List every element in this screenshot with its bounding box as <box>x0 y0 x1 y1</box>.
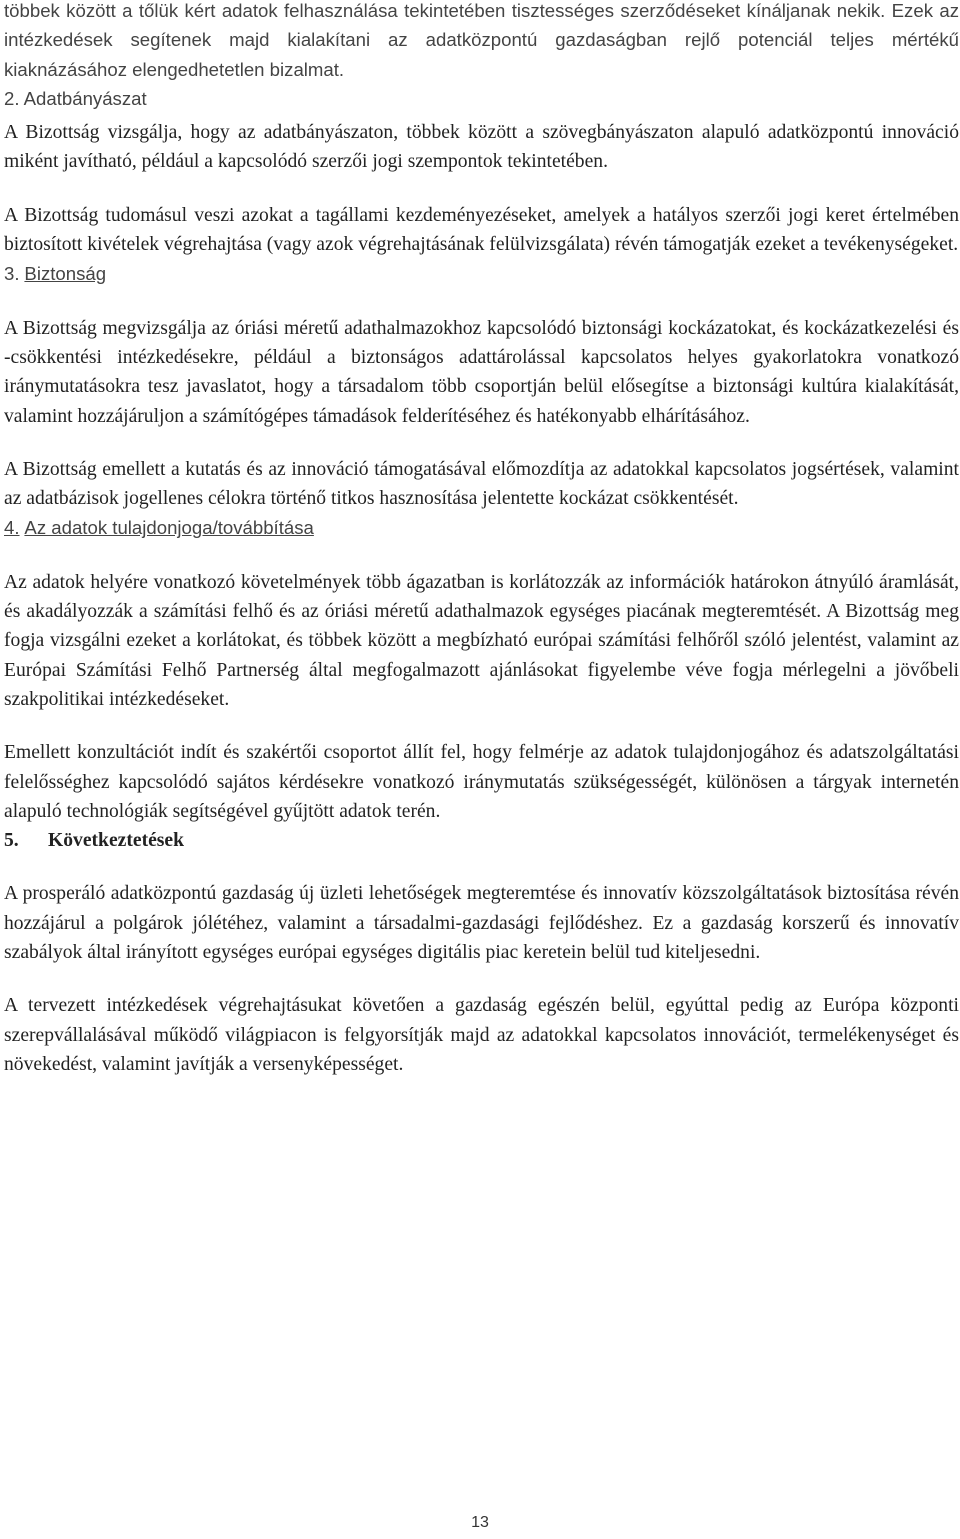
intro-paragraph: többek között a tőlük kért adatok felhasználása tekintetében tisztességes szerződéseket kínáljanak nekik. Ezek az intézkedések segítenek majd kialakítani az adatközpontú gazdaságban rejlő potenciál teljes mértékű kiaknázásához elengedhetetlen bizalmat. <box>4 0 959 80</box>
section-2-heading <box>4 84 959 114</box>
section-5-title: Következtetések <box>48 830 185 852</box>
section-2-paragraph-1: A Bizottság vizsgálja, hogy az adatbányászaton, többek között a szövegbányászaton alapuló adatközpontú innováció miként javítható, például a kapcsolódó szerzői jogi szempontok tekintetében. <box>4 122 959 173</box>
section-5-heading <box>4 826 959 855</box>
section-4-paragraph-2: Emellett konzultációt indít és szakértői csoportot állít fel, hogy felmérje az adatok tulajdonjogához és adatszolgáltatási felelősséghez kapcsolódó sajátos kérdésekre vonatkozó iránymutatás szükségességét, különösen a tárgyak internetén alapuló technológiák segítségével gyűjtött adatok terén. <box>4 742 959 822</box>
section-3-heading <box>4 259 959 289</box>
document-page <box>4 0 959 1079</box>
section-2-paragraph-2: A Bizottság tudomásul veszi azokat a tagállami kezdeményezéseket, amelyek a hatályos szerzői jogi keret értelmében biztosított kivételek végrehajtása (vagy azok végrehajtásának felülvizsgálata) révén támogatják ezeket a tevékenységeket. <box>4 204 959 256</box>
section-3-number: 3. <box>4 263 20 285</box>
page-number: 13 <box>471 1514 489 1531</box>
section-5-paragraph-2: A tervezett intézkedések végrehajtásukat követően a gazdaság egészén belül, egyúttal pedig az Európa központi szerepvállalásával működő világpiacon is felgyorsítják majd az adatokkal kapcsolatos innovációt, termelékenységet és növekedést, valamint javítják a versenyképességet. <box>4 995 959 1075</box>
section-4-title: Az adatok tulajdonjoga/továbbítása <box>24 517 314 539</box>
section-4-number: 4. <box>4 517 20 539</box>
section-3-paragraph-1: A Bizottság megvizsgálja az óriási méretű adathalmazokhoz kapcsolódó biztonsági kockázatokat, és kockázatkezelési és -csökkentési intézkedésekre, például a biztonságos adattárolással kapcsolatos helyes gyakorlatokra vonatkozó iránymutatásokra tesz javaslatot, hogy a társadalom több csoportján belül elősegítse a biztonsági kultúra kialakítását, valamint hozzájáruljon a számítógépes támadások felderítéséhez és hatékonyabb elhárításához. <box>4 317 959 427</box>
section-3-paragraph-2: A Bizottság emellett a kutatás és az innováció támogatásával előmozdítja az adatokkal kapcsolatos jogsértések, valamint az adatbázisok jogellenes célokra történő titkos hasznosítása jelentette kockázat csökkentését. <box>4 458 959 510</box>
section-4-paragraph-1: Az adatok helyére vonatkozó követelmények több ágazatban is korlátozzák az információk határokon átnyúló áramlását, és akadályozzák a számítási felhő és az óriási méretű adathalmazok egységes piacának megteremtését. A Bizottság meg fogja vizsgálni ezeket a korlátokat, és többek között a megbízható európai számítási felhőről szóló jelentést, valamint az Európai Számítási Felhő Partnerség által megfogalmazott ajánlásokat figyelembe véve fogja mérlegelni a jövőbeli szakpolitikai intézkedéseket. <box>4 571 959 710</box>
section-3-title: Biztonság <box>24 263 107 285</box>
section-4-heading <box>4 513 959 543</box>
section-5-number: 5. <box>4 830 19 852</box>
section-2-title: 2. Adatbányászat <box>4 87 147 109</box>
section-5-paragraph-1: A prosperáló adatközpontú gazdaság új üzleti lehetőségek megteremtése és innovatív közszolgáltatások biztosítása révén hozzájárul a polgárok jólétéhez, valamint a társadalmi-gazdasági fejlődéshez. Ez a gazdaság korszerű és innovatív szabályok által irányított egységes európai egységes digitális piac keretein belül tud kiteljesedni. <box>4 883 959 964</box>
